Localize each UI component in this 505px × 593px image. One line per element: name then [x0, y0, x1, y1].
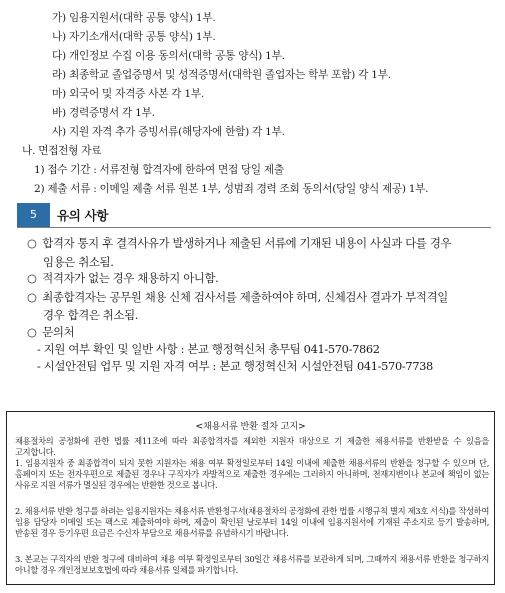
note-1-line-1: 합격자 통지 후 결격사유가 발생하거나 제출된 서류에 기재된 내용이 사실과 다를 경우 — [42, 236, 452, 250]
note-1 — [27, 235, 451, 251]
section-number: 5 — [17, 203, 50, 227]
bullet-circle-icon: ○ — [27, 236, 37, 250]
document-item-5: 마) 외국어 및 자격증 사본 각 1부. — [52, 88, 204, 100]
section-header — [17, 203, 491, 228]
document-return-notice — [6, 411, 495, 585]
note-4-text: 문의처 — [42, 325, 75, 339]
interview-item-1: 1) 접수 기간 : 서류전형 합격자에 한하여 면접 당일 제출 — [34, 164, 284, 176]
document-item-4: 라) 최종학교 졸업증명서 및 성적증명서(대학원 졸업자는 학부 포함) 각 1부. — [52, 69, 391, 81]
interview-heading: 나. 면접전형 자료 — [22, 145, 102, 157]
document-item-2: 나) 자기소개서(대학 공통 양식) 1부. — [52, 31, 216, 43]
notice-item-3-number: 3. — [15, 554, 23, 564]
notice-item-2-number: 2. — [15, 506, 23, 516]
bullet-circle-icon: ○ — [27, 325, 37, 339]
document-item-6: 바) 경력증명서 각 1부. — [52, 107, 155, 119]
bullet-circle-icon: ○ — [27, 271, 37, 285]
note-3 — [27, 289, 448, 305]
note-4 — [27, 324, 74, 340]
notice-intro: 채용절차의 공정화에 관한 법률 제11조에 따라 최종합격자를 제외한 지원자 대상으로 기 제출한 채용서류를 반환받을 수 있음을 고지합니다. — [15, 436, 489, 457]
contact-general: - 지원 여부 확인 및 일반 사항 : 본교 행정혁신처 총무팀 041-570-7862 — [37, 342, 380, 356]
notice-item-3-text: 본교는 구직자의 반환 청구에 대비하여 채용 여부 확정일로부터 30일간 채용서류를 보관하게 되며, 그때까지 채용서류 반환을 청구하지 아니할 경우 개인정보보호법에 따라 채용서류 일체를 파기합니다. — [15, 554, 489, 575]
notice-item-1-text: 임용지원자 중 최종합격이 되지 못한 지원자는 채용 여부 확정일로부터 14일 이내에 제출한 채용서류의 반환을 청구할 수 있으며 단, 홈페이지 또는 전자우편으로 제출된 경우나 구직자가 자발적으로 제출한 경우에는 그러하지 아니하며, 천재지변이나 본교에 책임이 없는 사유로 지원 서류가 멸실된 경우에는 반환한 것으로 봅니다. — [15, 458, 489, 490]
note-2 — [27, 270, 218, 286]
notice-item-2-text: 채용서류 반환 청구를 하려는 임용지원자는 채용서류 반환청구서(채용절차의 공정화에 관한 법률 시행규칙 별지 제3호 서식)를 작성하여 임용 담당자 이메일 또는 팩스로 제출하여야 하며, 제출이 확인된 날로부터 14일 이내에 임용지원서에 기재된 주소지로 등기 발송하며, 반송된 경우 등기우편 요금은 수신자 부담으로 채용서류를 유념하시기 바랍니다. — [15, 506, 490, 538]
notice-item-2 — [15, 506, 489, 539]
note-3-line-1: 최종합격자는 공무원 채용 신체 검사서를 제출하여야 하며, 신체검사 결과가 부적격일 — [42, 290, 448, 304]
notice-title: <채용서류 반환 절차 고지> — [195, 421, 306, 432]
document-item-7: 사) 지원 자격 추가 증빙서류(해당자에 한함) 각 1부. — [52, 126, 285, 138]
note-3-line-2: 경우 합격은 취소됨. — [43, 308, 139, 322]
note-1-line-2: 임용은 취소됨. — [43, 255, 114, 269]
notice-item-1-number: 1. — [15, 458, 23, 468]
contact-facility: - 시설안전팀 업무 및 지원 자격 여부 : 본교 행정혁신처 시설안전팀 041-570-7738 — [37, 359, 433, 373]
bullet-circle-icon: ○ — [27, 290, 37, 304]
document-item-3: 다) 개인정보 수집 이용 동의서(대학 공통 양식) 1부. — [52, 50, 285, 62]
note-2-text: 적격자가 없는 경우 채용하지 아니함. — [42, 271, 219, 285]
section-title: 유의 사항 — [57, 208, 109, 223]
document-item-1: 가) 임용지원서(대학 공통 양식) 1부. — [52, 12, 216, 24]
interview-item-2: 2) 제출 서류 : 이메일 제출 서류 원본 1부, 성범죄 경력 조회 동의서(당일 양식 제공) 1부. — [34, 183, 429, 195]
notice-item-3 — [15, 554, 489, 576]
notice-item-1 — [15, 458, 489, 491]
